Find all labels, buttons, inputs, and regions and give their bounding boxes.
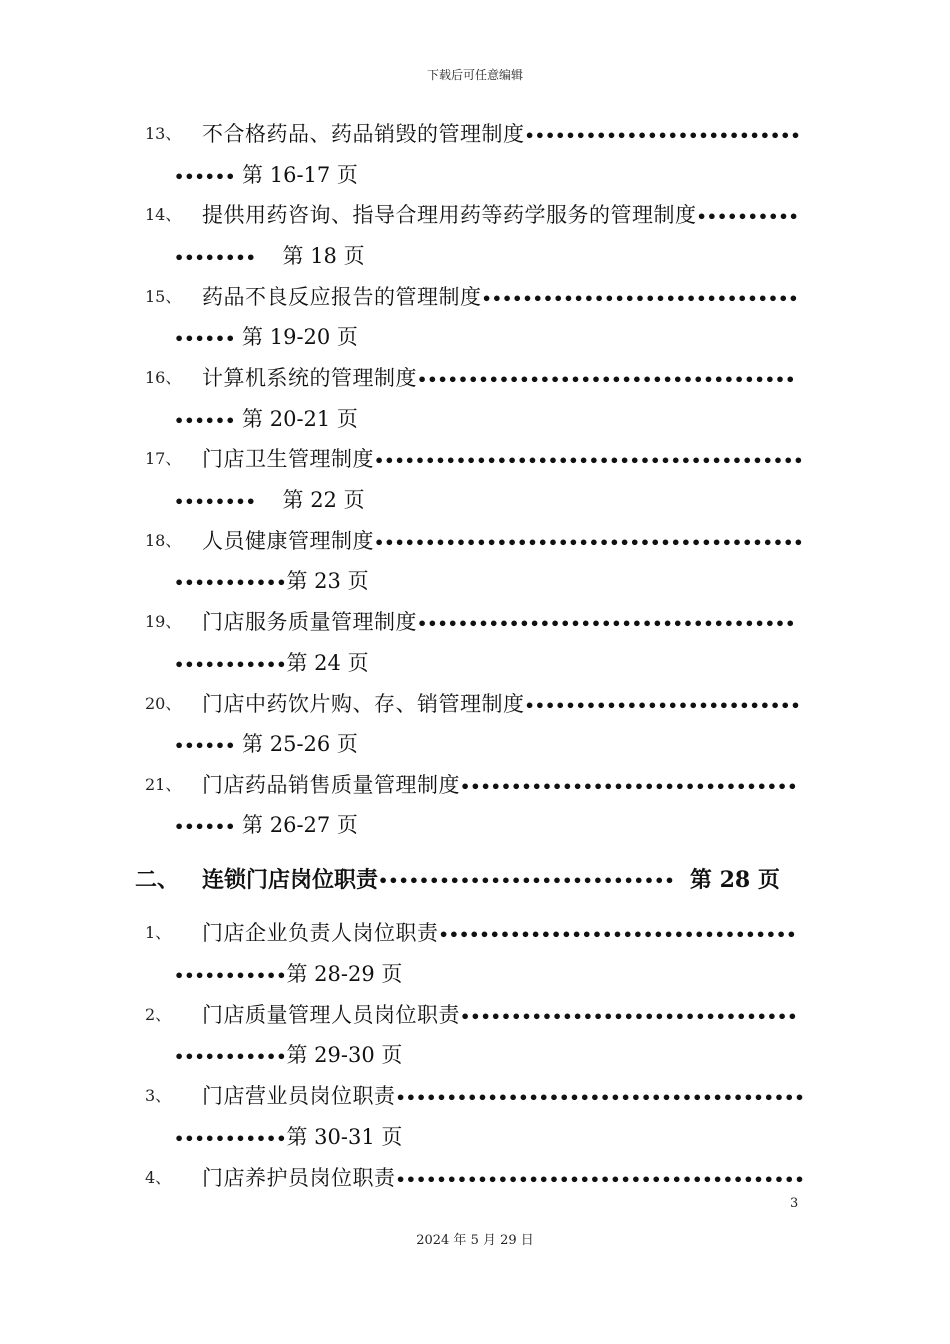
entry-title: 门店药品销售质量管理制度••••••••••••••••••••••••••••••••• (202, 773, 798, 797)
entry-number: 14、 (145, 205, 182, 224)
entry-number: 15、 (145, 287, 182, 306)
entry-number: 16、 (145, 368, 182, 387)
entry-number: 18、 (145, 531, 182, 550)
section-title: 连锁门店岗位职责••••••••••••••••••••••••••••• 第 28 页 (202, 867, 780, 893)
entry-page-ref: •••••••••••第 30-31 页 (174, 1125, 403, 1149)
entry-number: 19、 (145, 612, 182, 631)
entry-number: 3、 (145, 1086, 172, 1105)
entry-title: 门店营业员岗位职责•••••••••••••••••••••••••••••••••••••••• (202, 1084, 805, 1108)
entry-number: 4、 (145, 1168, 172, 1187)
entry-number: 2、 (145, 1005, 172, 1024)
entry-title: 计算机系统的管理制度••••••••••••••••••••••••••••••••••••• (202, 366, 796, 390)
page-footer-date: 2024 年 5 月 29 日 (416, 1233, 534, 1248)
entry-page-ref: •••••••••••第 23 页 (174, 569, 369, 593)
entry-page-ref: •••••• 第 19-20 页 (174, 325, 358, 349)
entry-page-ref: •••••••••••第 29-30 页 (174, 1043, 403, 1067)
entry-title: 药品不良反应报告的管理制度••••••••••••••••••••••••••••••• (202, 285, 799, 309)
page-header: 下载后可任意编辑 (426, 68, 523, 82)
entry-page-ref: •••••• 第 20-21 页 (174, 407, 358, 431)
entry-number: 21、 (145, 775, 182, 794)
entry-title: 不合格药品、药品销毁的管理制度••••••••••••••••••••••••••• (202, 122, 801, 146)
entry-number: 17、 (145, 449, 182, 468)
entry-page-ref: •••••• 第 16-17 页 (174, 163, 358, 187)
entry-page-ref: •••••• 第 25-26 页 (174, 732, 358, 756)
entry-page-ref: •••••••• 第 18 页 (174, 244, 365, 268)
entry-title: 门店服务质量管理制度••••••••••••••••••••••••••••••••••••• (202, 610, 796, 634)
entry-title: 门店企业负责人岗位职责••••••••••••••••••••••••••••••••••• (202, 921, 797, 945)
entry-number: 20、 (145, 694, 182, 713)
page-number: 3 (790, 1196, 799, 1211)
entry-page-ref: •••••••••••第 24 页 (174, 651, 369, 675)
entry-page-ref: •••••••• 第 22 页 (174, 488, 365, 512)
entry-page-ref: •••••••••••第 28-29 页 (174, 962, 403, 986)
entry-title: 门店中药饮片购、存、销管理制度••••••••••••••••••••••••••• (202, 692, 801, 716)
entry-number: 1、 (145, 923, 172, 942)
entry-title: 提供用药咨询、指导合理用药等药学服务的管理制度•••••••••• (202, 203, 799, 227)
section-number: 二、 (135, 867, 180, 893)
entry-title: 门店质量管理人员岗位职责••••••••••••••••••••••••••••••••• (202, 1003, 798, 1027)
entry-number: 13、 (145, 124, 182, 143)
entry-title: 人员健康管理制度•••••••••••••••••••••••••••••••••••••••••• (202, 529, 804, 553)
entry-title: 门店卫生管理制度•••••••••••••••••••••••••••••••••••••••••• (202, 447, 804, 471)
entry-page-ref: •••••• 第 26-27 页 (174, 813, 358, 837)
entry-title: 门店养护员岗位职责•••••••••••••••••••••••••••••••••••••••• (202, 1166, 805, 1190)
